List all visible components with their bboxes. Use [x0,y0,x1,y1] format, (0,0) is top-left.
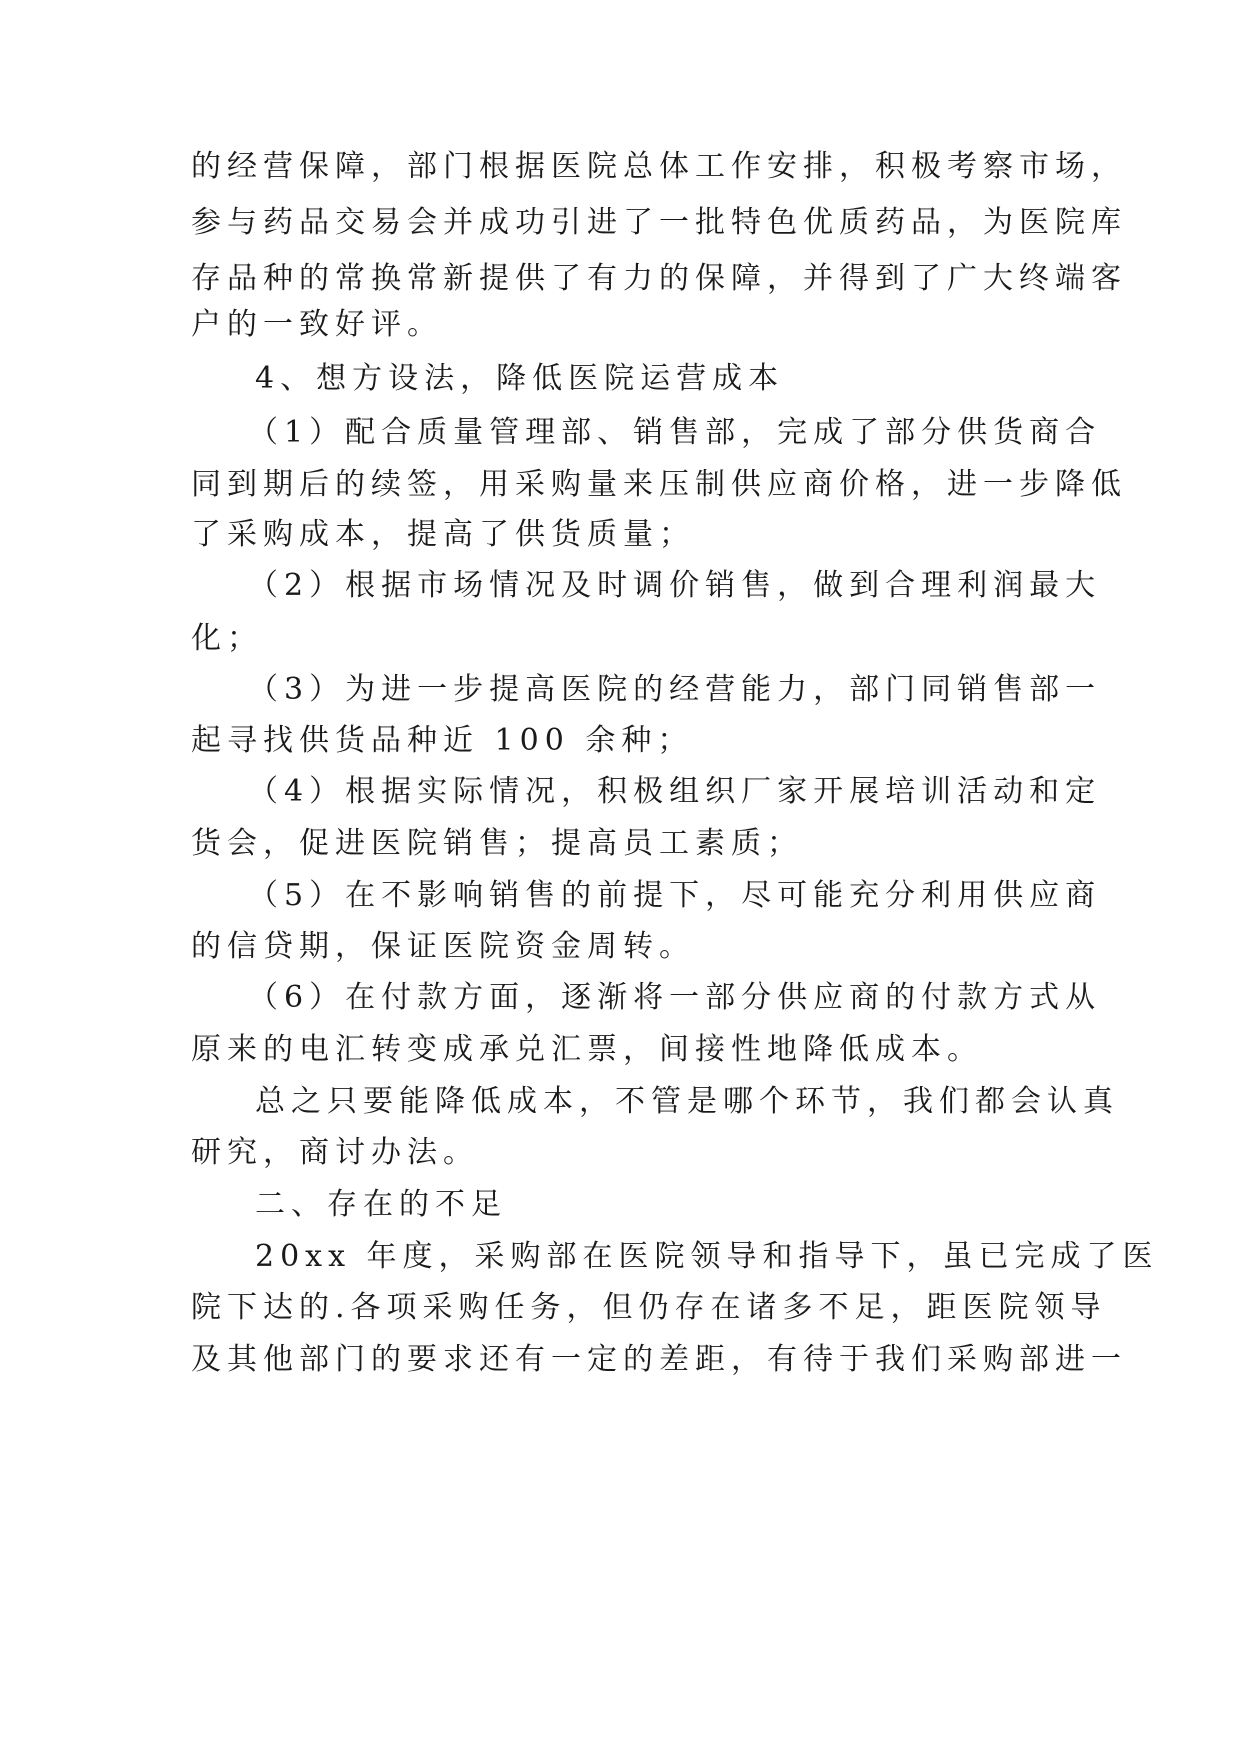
text-line: （3）为进一步提高医院的经营能力，部门同销售部一 [248,672,1102,707]
text-line: 存品种的常换常新提供了有力的保障，并得到了广大终端客 [191,261,1127,296]
text-line: 的信贷期，保证医院资金周转。 [191,929,695,964]
text-line: 20xx 年度，采购部在医院领导和指导下，虽已完成了医 [255,1239,1159,1274]
text-line: 户的一致好评。 [191,307,443,342]
text-line: 及其他部门的要求还有一定的差距，有待于我们采购部进一 [191,1342,1127,1377]
text-line: （4）根据实际情况，积极组织厂家开展培训活动和定 [248,774,1102,809]
text-line: 总之只要能降低成本，不管是哪个环节，我们都会认真 [255,1084,1119,1119]
text-line: 研究，商讨办法。 [191,1135,479,1170]
section-heading: 二、存在的不足 [255,1187,507,1222]
text-line: 了采购成本，提高了供货质量； [191,517,695,552]
text-line: （1）配合质量管理部、销售部，完成了部分供货商合 [248,415,1102,450]
text-line: 货会，促进医院销售；提高员工素质； [191,826,803,861]
text-line: （5）在不影响销售的前提下，尽可能充分利用供应商 [248,878,1102,913]
text-line: 参与药品交易会并成功引进了一批特色优质药品，为医院库 [191,205,1127,240]
text-line: （2）根据市场情况及时调价销售，做到合理利润最大 [248,568,1102,603]
text-line: 的经营保障，部门根据医院总体工作安排，积极考察市场， [191,149,1127,184]
section-heading: 4、想方设法，降低医院运营成本 [255,361,785,396]
text-line: 化； [191,621,263,656]
text-line: 同到期后的续签，用采购量来压制供应商价格，进一步降低 [191,467,1127,502]
text-line: 原来的电汇转变成承兑汇票，间接性地降低成本。 [191,1032,983,1067]
text-line: （6）在付款方面，逐渐将一部分供应商的付款方式从 [248,980,1102,1015]
text-line: 院下达的.各项采购任务，但仍存在诸多不足，距医院领导 [191,1290,1107,1325]
text-line: 起寻找供货品种近 100 余种； [191,723,694,758]
